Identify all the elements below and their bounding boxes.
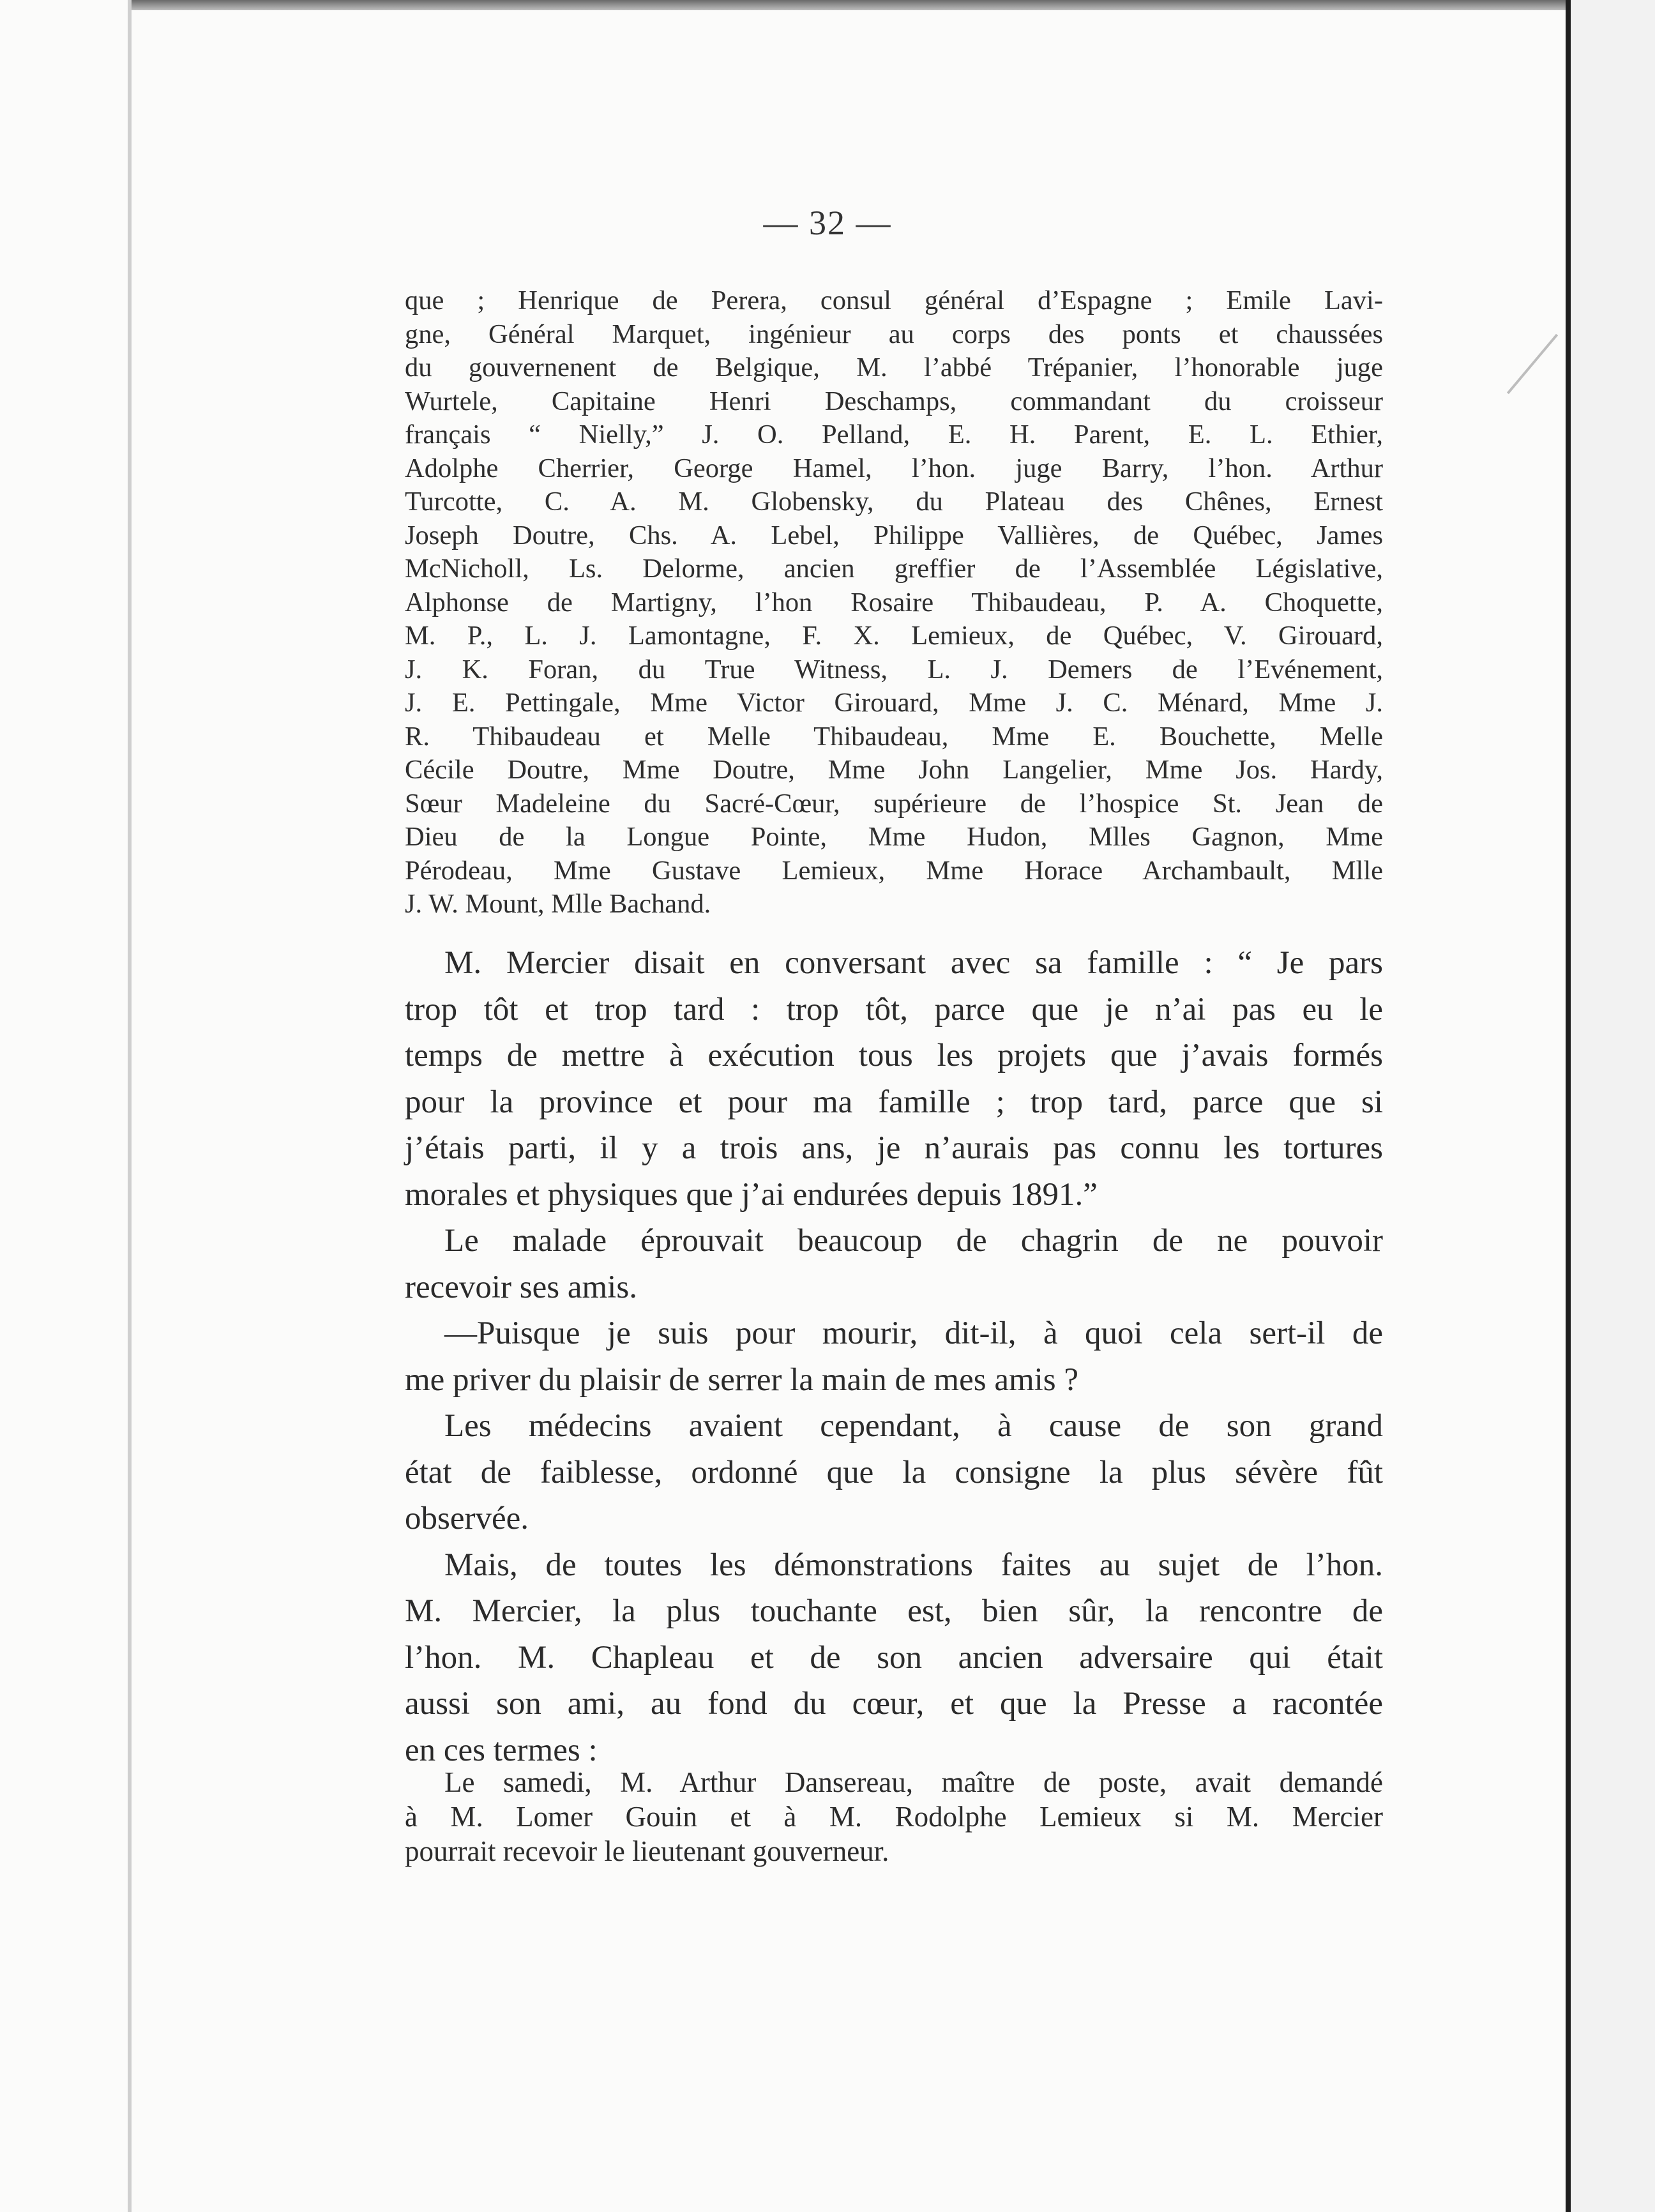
text-line: J. W. Mount, Mlle Bachand. xyxy=(405,889,711,919)
paragraph xyxy=(405,1310,1383,1403)
page-top-edge xyxy=(128,0,1571,10)
text-line: recevoir ses amis. xyxy=(405,1269,637,1305)
text-line: J. K. Foran, du True Witness, L. J. Demers de l’Evénement, xyxy=(405,654,1383,685)
text-line: état de faiblesse, ordonné que la consigne la plus sévère fût xyxy=(405,1454,1383,1490)
page-number: — 32 — xyxy=(763,204,892,242)
text-line: j’étais parti, il y a trois ans, je n’aurais pas connu les tortures xyxy=(405,1130,1383,1166)
page-left-edge xyxy=(128,0,132,2212)
text-line: Wurtele, Capitaine Henri Deschamps, commandant du croisseur xyxy=(405,386,1383,416)
text-line: pour la province et pour ma famille ; trop tard, parce que si xyxy=(405,1084,1383,1120)
text-line: R. Thibaudeau et Melle Thibaudeau, Mme E. Bouchette, Melle xyxy=(405,721,1383,752)
text-line: M. Mercier, la plus touchante est, bien sûr, la rencontre de xyxy=(405,1593,1383,1629)
text-line: trop tôt et trop tard : trop tôt, parce que je n’ai pas eu le xyxy=(405,991,1383,1027)
text-line: morales et physiques que j’ai endurées depuis 1891.” xyxy=(405,1176,1098,1213)
text-line: M. Mercier disait en conversant avec sa famille : “ Je pars xyxy=(444,945,1383,981)
text-line: Sœur Madeleine du Sacré-Cœur, supérieure de l’hospice St. Jean de xyxy=(405,788,1383,819)
text-line: Adolphe Cherrier, George Hamel, l’hon. juge Barry, l’hon. Arthur xyxy=(405,453,1383,483)
text-line: Les médecins avaient cependant, à cause de son grand xyxy=(444,1408,1383,1444)
text-line: à M. Lomer Gouin et à M. Rodolphe Lemieux si M. Mercier xyxy=(405,1801,1383,1833)
press-quote-paragraph xyxy=(405,1765,1383,1868)
text-line: du gouvernenent de Belgique, M. l’abbé Trépanier, l’honorable juge xyxy=(405,352,1383,383)
text-line: J. E. Pettingale, Mme Victor Girouard, Mme J. C. Ménard, Mme J. xyxy=(405,688,1383,718)
text-line: Le malade éprouvait beaucoup de chagrin de ne pouvoir xyxy=(444,1223,1383,1259)
paragraph xyxy=(405,1218,1383,1310)
text-line: Mais, de toutes les démonstrations faites au sujet de l’hon. xyxy=(444,1547,1383,1583)
text-line: McNicholl, Ls. Delorme, ancien greffier de l’Assemblée Législative, xyxy=(405,554,1383,584)
text-line: Joseph Doutre, Chs. A. Lebel, Philippe Vallières, de Québec, James xyxy=(405,520,1383,550)
text-line: que ; Henrique de Perera, consul général d’Espagne ; Emile Lavi- xyxy=(405,285,1383,315)
margin-pencil-mark xyxy=(1507,334,1558,394)
page-right-edge xyxy=(1566,0,1571,2212)
text-line: Cécile Doutre, Mme Doutre, Mme John Langelier, Mme Jos. Hardy, xyxy=(405,755,1383,785)
text-line: me priver du plaisir de serrer la main de mes amis ? xyxy=(405,1361,1079,1398)
attendee-list-paragraph xyxy=(405,284,1383,921)
text-line: Turcotte, C. A. M. Globensky, du Plateau des Chênes, Ernest xyxy=(405,487,1383,517)
paragraph xyxy=(405,940,1383,1218)
text-line: en ces termes : xyxy=(405,1732,598,1768)
text-line: l’hon. M. Chapleau et de son ancien adversaire qui était xyxy=(405,1639,1383,1676)
text-line: gne, Général Marquet, ingénieur au corps des ponts et chaussées xyxy=(405,319,1383,349)
text-line: Dieu de la Longue Pointe, Mme Hudon, Mlles Gagnon, Mme xyxy=(405,822,1383,852)
adjacent-page-strip xyxy=(1571,0,1655,2212)
text-line: M. P., L. J. Lamontagne, F. X. Lemieux, de Québec, V. Girouard, xyxy=(405,621,1383,651)
paragraph xyxy=(405,1403,1383,1542)
paragraph xyxy=(405,1542,1383,1774)
text-line: temps de mettre à exécution tous les projets que j’avais formés xyxy=(405,1038,1383,1073)
text-line: Le samedi, M. Arthur Dansereau, maître de poste, avait demandé xyxy=(444,1766,1383,1798)
text-line: pourrait recevoir le lieutenant gouverneur. xyxy=(405,1835,889,1867)
text-line: —Puisque je suis pour mourir, dit-il, à quoi cela sert-il de xyxy=(444,1315,1383,1351)
text-line: observée. xyxy=(405,1501,529,1536)
text-line: français “ Nielly,” J. O. Pelland, E. H. Parent, E. L. Ethier, xyxy=(405,420,1383,450)
text-line: aussi son ami, au fond du cœur, et que la Presse a racontée xyxy=(405,1686,1383,1722)
body-paragraphs xyxy=(405,940,1383,1773)
text-line: Alphonse de Martigny, l’hon Rosaire Thibaudeau, P. A. Choquette, xyxy=(405,587,1383,617)
text-line: Pérodeau, Mme Gustave Lemieux, Mme Horace Archambault, Mlle xyxy=(405,855,1383,886)
